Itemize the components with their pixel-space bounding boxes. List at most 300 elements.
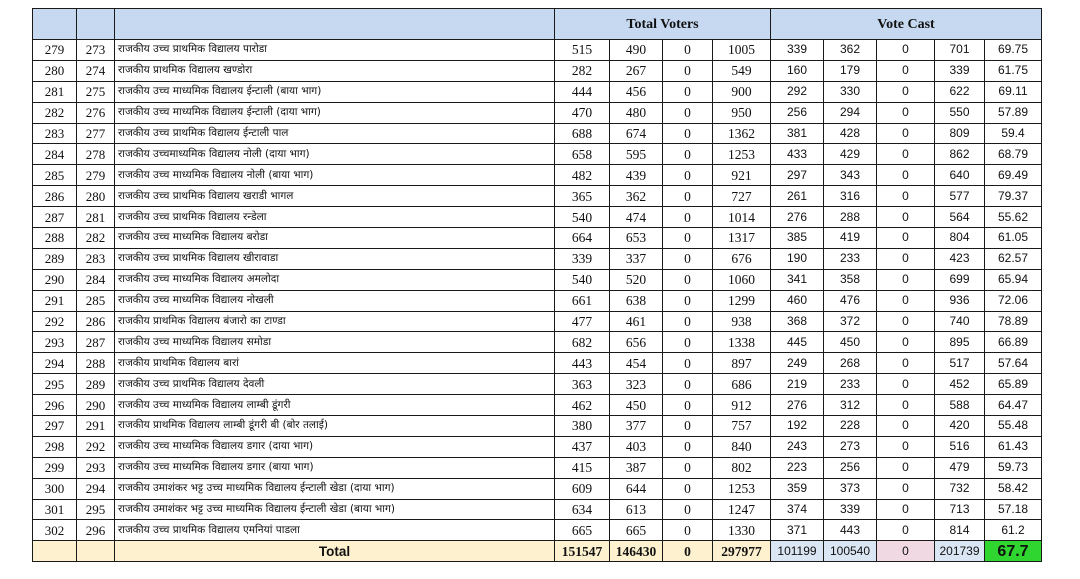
total-female-cell: 474 <box>610 207 663 228</box>
booth-no-cell: 287 <box>77 332 115 353</box>
table-row <box>33 353 1042 374</box>
booth-name-cell: राजकीय प्राथमिक विद्यालय बंजारो का टाण्डा <box>115 311 555 332</box>
total-male-cell: 515 <box>555 40 610 61</box>
total-voters-cell: 900 <box>713 81 771 102</box>
booth-no-cell: 286 <box>77 311 115 332</box>
cast-female-cell: 343 <box>824 165 877 186</box>
serial-cell: 293 <box>33 332 77 353</box>
cast-female-cell: 428 <box>824 123 877 144</box>
total-male-cell: 661 <box>555 290 610 311</box>
table-row <box>33 416 1042 437</box>
booth-no-cell: 294 <box>77 478 115 499</box>
cast-other-cell: 0 <box>877 269 935 290</box>
total-voters-cell: 912 <box>713 395 771 416</box>
cast-other-cell: 0 <box>877 457 935 478</box>
total-voters-cell: 1330 <box>713 520 771 541</box>
cast-total-cell: 423 <box>935 248 985 269</box>
total-female-cell: 461 <box>610 311 663 332</box>
total-female-cell: 665 <box>610 520 663 541</box>
booth-name-cell: राजकीय उच्च माध्यमिक विद्यालय बरोडा <box>115 228 555 249</box>
cast-female-cell: 312 <box>824 395 877 416</box>
total-other-cell: 0 <box>663 478 713 499</box>
total-male-cell: 380 <box>555 416 610 437</box>
booth-no-cell: 274 <box>77 60 115 81</box>
serial-cell: 295 <box>33 374 77 395</box>
total-other-cell: 0 <box>663 374 713 395</box>
cast-other-cell: 0 <box>877 123 935 144</box>
total-voters-cell: 1362 <box>713 123 771 144</box>
cast-other-cell: 0 <box>877 416 935 437</box>
cast-female-cell: 268 <box>824 353 877 374</box>
cast-total-cell: 862 <box>935 144 985 165</box>
cast-other-cell: 0 <box>877 478 935 499</box>
total-female-cell: 644 <box>610 478 663 499</box>
total-other-cell: 0 <box>663 123 713 144</box>
total-other-cell: 0 <box>663 207 713 228</box>
cast-female-cell: 294 <box>824 102 877 123</box>
total-other-cell: 0 <box>663 395 713 416</box>
total-voters-cell: 840 <box>713 436 771 457</box>
booth-no-cell: 288 <box>77 353 115 374</box>
cast-female-cell: 339 <box>824 499 877 520</box>
cast-male-cell: 276 <box>771 207 824 228</box>
total-voters-cell: 1299 <box>713 290 771 311</box>
total-other-cell: 0 <box>663 269 713 290</box>
cast-total-cell: 936 <box>935 290 985 311</box>
cast-total-cell: 452 <box>935 374 985 395</box>
cast-female-cell: 358 <box>824 269 877 290</box>
serial-cell: 292 <box>33 311 77 332</box>
booth-name-cell: राजकीय प्राथमिक विद्यालय बारां <box>115 353 555 374</box>
serial-cell: 300 <box>33 478 77 499</box>
total-male-cell: 665 <box>555 520 610 541</box>
total-female-cell: 490 <box>610 40 663 61</box>
total-male-cell: 365 <box>555 186 610 207</box>
total-female-sum: 146430 <box>610 541 663 562</box>
total-other-cell: 0 <box>663 165 713 186</box>
total-female-cell: 595 <box>610 144 663 165</box>
turnout-percent-cell: 72.06 <box>985 290 1042 311</box>
booth-no-cell: 280 <box>77 186 115 207</box>
total-female-cell: 403 <box>610 436 663 457</box>
booth-no-cell: 293 <box>77 457 115 478</box>
cast-total-cell: 517 <box>935 353 985 374</box>
booth-no-cell: 277 <box>77 123 115 144</box>
booth-no-cell: 283 <box>77 248 115 269</box>
booth-no-cell: 282 <box>77 228 115 249</box>
serial-cell: 283 <box>33 123 77 144</box>
total-voters-cell: 1247 <box>713 499 771 520</box>
turnout-percent-cell: 79.37 <box>985 186 1042 207</box>
cast-other-cell: 0 <box>877 60 935 81</box>
booth-name-cell: राजकीय उच्च प्राथमिक विद्यालय खराडी भागल <box>115 186 555 207</box>
total-voters-header: Total Voters <box>555 9 771 40</box>
table-row <box>33 248 1042 269</box>
table-row <box>33 395 1042 416</box>
cast-male-cell: 223 <box>771 457 824 478</box>
cast-other-cell: 0 <box>877 395 935 416</box>
booth-name-cell: राजकीय उच्च माध्यमिक विद्यालय नोखली <box>115 290 555 311</box>
cast-male-cell: 385 <box>771 228 824 249</box>
cast-male-cell: 160 <box>771 60 824 81</box>
total-male-cell: 634 <box>555 499 610 520</box>
total-label: Total <box>115 541 555 562</box>
table-row <box>33 123 1042 144</box>
turnout-percent-cell: 57.64 <box>985 353 1042 374</box>
cast-male-cell: 256 <box>771 102 824 123</box>
booth-no-cell: 281 <box>77 207 115 228</box>
booth-no-cell: 291 <box>77 416 115 437</box>
turnout-percent-cell: 57.89 <box>985 102 1042 123</box>
total-voters-cell: 757 <box>713 416 771 437</box>
total-female-cell: 323 <box>610 374 663 395</box>
serial-cell: 281 <box>33 81 77 102</box>
serial-cell: 296 <box>33 395 77 416</box>
turnout-percent-cell: 65.94 <box>985 269 1042 290</box>
cast-female-cell: 330 <box>824 81 877 102</box>
cast-male-cell: 276 <box>771 395 824 416</box>
total-other-cell: 0 <box>663 186 713 207</box>
serial-cell: 301 <box>33 499 77 520</box>
table-row <box>33 60 1042 81</box>
cast-male-cell: 445 <box>771 332 824 353</box>
serial-cell: 280 <box>33 60 77 81</box>
turnout-percent-cell: 69.75 <box>985 40 1042 61</box>
cast-female-cell: 179 <box>824 60 877 81</box>
total-male-cell: 688 <box>555 123 610 144</box>
cast-other-cell: 0 <box>877 144 935 165</box>
cast-total-cell: 895 <box>935 332 985 353</box>
turnout-percent-cell: 59.4 <box>985 123 1042 144</box>
cast-male-cell: 339 <box>771 40 824 61</box>
booth-no-cell: 289 <box>77 374 115 395</box>
booth-no-cell: 285 <box>77 290 115 311</box>
turnout-percent-cell: 55.62 <box>985 207 1042 228</box>
total-other-cell: 0 <box>663 248 713 269</box>
cast-total-cell: 420 <box>935 416 985 437</box>
total-female-cell: 267 <box>610 60 663 81</box>
total-female-cell: 653 <box>610 228 663 249</box>
total-other-cell: 0 <box>663 290 713 311</box>
total-female-cell: 480 <box>610 102 663 123</box>
booth-no-cell: 295 <box>77 499 115 520</box>
total-male-cell: 658 <box>555 144 610 165</box>
cast-male-cell: 190 <box>771 248 824 269</box>
total-other-cell: 0 <box>663 81 713 102</box>
total-female-cell: 454 <box>610 353 663 374</box>
turnout-percent-cell: 65.89 <box>985 374 1042 395</box>
total-female-cell: 638 <box>610 290 663 311</box>
booth-name-cell: राजकीय प्राथमिक विद्यालय खण्डोरा <box>115 60 555 81</box>
table-row <box>33 207 1042 228</box>
cast-total-cell: 804 <box>935 228 985 249</box>
serial-cell: 294 <box>33 353 77 374</box>
booth-name-cell: राजकीय प्राथमिक विद्यालय लाम्बी डूंगरी बी (बोर तलाई) <box>115 416 555 437</box>
header-row <box>33 9 1042 40</box>
cast-female-cell: 288 <box>824 207 877 228</box>
total-male-cell: 682 <box>555 332 610 353</box>
booth-name-cell: राजकीय उच्च माध्यमिक विद्यालय अमलोदा <box>115 269 555 290</box>
table-row <box>33 102 1042 123</box>
cast-female-cell: 256 <box>824 457 877 478</box>
total-other-cell: 0 <box>663 499 713 520</box>
cast-other-cell: 0 <box>877 520 935 541</box>
total-male-cell: 415 <box>555 457 610 478</box>
turnout-percent-cell: 62.57 <box>985 248 1042 269</box>
cast-female-cell: 443 <box>824 520 877 541</box>
total-other-cell: 0 <box>663 60 713 81</box>
cast-male-cell: 368 <box>771 311 824 332</box>
turnout-percent-cell: 69.49 <box>985 165 1042 186</box>
serial-cell: 299 <box>33 457 77 478</box>
total-male-cell: 462 <box>555 395 610 416</box>
cast-other-cell: 0 <box>877 228 935 249</box>
booth-no-cell: 275 <box>77 81 115 102</box>
cast-other-cell: 0 <box>877 81 935 102</box>
cast-total-cell: 479 <box>935 457 985 478</box>
total-male-cell: 339 <box>555 248 610 269</box>
total-other-cell: 0 <box>663 102 713 123</box>
total-female-cell: 362 <box>610 186 663 207</box>
serial-cell: 289 <box>33 248 77 269</box>
table-row <box>33 228 1042 249</box>
booth-name-cell: राजकीय उच्च माध्यमिक विद्यालय ईन्टाली (बाया भाग) <box>115 81 555 102</box>
serial-cell: 297 <box>33 416 77 437</box>
booth-no-cell: 292 <box>77 436 115 457</box>
total-other-cell: 0 <box>663 416 713 437</box>
booth-name-cell: राजकीय उच्च माध्यमिक विद्यालय ईन्टाली (दाया भाग) <box>115 102 555 123</box>
turnout-percent-cell: 58.42 <box>985 478 1042 499</box>
booth-name-cell: राजकीय उच्च प्राथमिक विद्यालय खीरावाडा <box>115 248 555 269</box>
turnout-percent-cell: 61.05 <box>985 228 1042 249</box>
table-row <box>33 436 1042 457</box>
total-other-cell: 0 <box>663 40 713 61</box>
turnout-percent-cell: 61.75 <box>985 60 1042 81</box>
table-row <box>33 186 1042 207</box>
total-voters-cell: 950 <box>713 102 771 123</box>
total-other-cell: 0 <box>663 457 713 478</box>
cast-male-cell: 460 <box>771 290 824 311</box>
total-male-cell: 437 <box>555 436 610 457</box>
booth-no-cell: 278 <box>77 144 115 165</box>
total-other-cell: 0 <box>663 353 713 374</box>
total-female-cell: 674 <box>610 123 663 144</box>
total-male-cell: 540 <box>555 269 610 290</box>
cast-female-cell: 419 <box>824 228 877 249</box>
total-other-cell: 0 <box>663 436 713 457</box>
serial-cell: 279 <box>33 40 77 61</box>
total-male-cell: 477 <box>555 311 610 332</box>
cast-total-cell: 809 <box>935 123 985 144</box>
total-male-cell: 282 <box>555 60 610 81</box>
total-male-cell: 664 <box>555 228 610 249</box>
total-female-cell: 456 <box>610 81 663 102</box>
cast-female-cell: 373 <box>824 478 877 499</box>
booth-no-cell: 279 <box>77 165 115 186</box>
total-female-cell: 387 <box>610 457 663 478</box>
total-row <box>33 541 1042 562</box>
total-voters-cell: 1253 <box>713 478 771 499</box>
booth-name-cell: राजकीय उच्च प्राथमिक विद्यालय पारोडा <box>115 40 555 61</box>
booth-name-cell: राजकीय उच्च माध्यमिक विद्यालय लाम्बी डूंगरी <box>115 395 555 416</box>
cast-other-cell: 0 <box>877 353 935 374</box>
total-voters-sum: 297977 <box>713 541 771 562</box>
booth-no-cell: 273 <box>77 40 115 61</box>
turnout-percent-cell: 61.43 <box>985 436 1042 457</box>
cast-female-cell: 228 <box>824 416 877 437</box>
total-female-cell: 337 <box>610 248 663 269</box>
cast-other-cell: 0 <box>877 40 935 61</box>
cast-other-cell: 0 <box>877 165 935 186</box>
serial-cell: 284 <box>33 144 77 165</box>
total-voters-cell: 1253 <box>713 144 771 165</box>
serial-cell: 298 <box>33 436 77 457</box>
booth-no-cell: 296 <box>77 520 115 541</box>
cast-female-cell: 372 <box>824 311 877 332</box>
booth-name-cell: राजकीय उच्च प्राथमिक विद्यालय एमनियां पाडला <box>115 520 555 541</box>
polling-booth-results-table <box>32 8 1042 562</box>
total-female-cell: 439 <box>610 165 663 186</box>
booth-no-cell: 276 <box>77 102 115 123</box>
booth-no-cell: 284 <box>77 269 115 290</box>
cast-total-cell: 713 <box>935 499 985 520</box>
booth-no-cell: 290 <box>77 395 115 416</box>
table-row <box>33 332 1042 353</box>
turnout-percent-cell: 61.2 <box>985 520 1042 541</box>
cast-female-cell: 233 <box>824 248 877 269</box>
booth-name-cell: राजकीय उच्च माध्यमिक विद्यालय डगार (दाया भाग) <box>115 436 555 457</box>
booth-name-cell: राजकीय उमाशंकर भट्ट उच्च माध्यमिक विद्यालय ईन्टाली खेडा (बाया भाग) <box>115 499 555 520</box>
total-voters-cell: 921 <box>713 165 771 186</box>
cast-other-cell: 0 <box>877 374 935 395</box>
total-other-cell: 0 <box>663 311 713 332</box>
cast-female-cell: 273 <box>824 436 877 457</box>
total-male-cell: 482 <box>555 165 610 186</box>
header-serial-cell <box>33 9 77 40</box>
booth-name-cell: राजकीय उच्च माध्यमिक विद्यालय समोडा <box>115 332 555 353</box>
cast-other-cell: 0 <box>877 436 935 457</box>
total-other-sum: 0 <box>663 541 713 562</box>
total-other-cell: 0 <box>663 332 713 353</box>
table-row <box>33 165 1042 186</box>
cast-total-cell: 577 <box>935 186 985 207</box>
cast-male-cell: 433 <box>771 144 824 165</box>
booth-name-cell: राजकीय उच्च प्राथमिक विद्यालय देवली <box>115 374 555 395</box>
cast-female-cell: 429 <box>824 144 877 165</box>
turnout-percent-cell: 69.11 <box>985 81 1042 102</box>
total-voters-cell: 1338 <box>713 332 771 353</box>
total-empty-cell <box>77 541 115 562</box>
cast-total-cell: 732 <box>935 478 985 499</box>
total-voters-cell: 897 <box>713 353 771 374</box>
cast-total-cell: 740 <box>935 311 985 332</box>
header-booth-cell <box>77 9 115 40</box>
total-male-cell: 363 <box>555 374 610 395</box>
cast-male-sum: 101199 <box>771 541 824 562</box>
cast-male-cell: 341 <box>771 269 824 290</box>
total-voters-cell: 1060 <box>713 269 771 290</box>
cast-other-cell: 0 <box>877 499 935 520</box>
total-male-cell: 444 <box>555 81 610 102</box>
total-female-cell: 520 <box>610 269 663 290</box>
cast-male-cell: 359 <box>771 478 824 499</box>
cast-male-cell: 292 <box>771 81 824 102</box>
cast-total-cell: 701 <box>935 40 985 61</box>
total-voters-cell: 1005 <box>713 40 771 61</box>
total-female-cell: 377 <box>610 416 663 437</box>
total-male-cell: 540 <box>555 207 610 228</box>
cast-total-cell: 550 <box>935 102 985 123</box>
cast-total-cell: 622 <box>935 81 985 102</box>
total-female-cell: 613 <box>610 499 663 520</box>
cast-female-cell: 450 <box>824 332 877 353</box>
total-female-cell: 450 <box>610 395 663 416</box>
total-voters-cell: 1014 <box>713 207 771 228</box>
total-voters-cell: 549 <box>713 60 771 81</box>
header-name-cell <box>115 9 555 40</box>
total-voters-cell: 938 <box>713 311 771 332</box>
total-voters-cell: 686 <box>713 374 771 395</box>
turnout-percent-cell: 59.73 <box>985 457 1042 478</box>
cast-male-cell: 192 <box>771 416 824 437</box>
total-male-cell: 443 <box>555 353 610 374</box>
cast-male-cell: 243 <box>771 436 824 457</box>
total-other-cell: 0 <box>663 228 713 249</box>
cast-male-cell: 261 <box>771 186 824 207</box>
serial-cell: 282 <box>33 102 77 123</box>
cast-other-cell: 0 <box>877 311 935 332</box>
total-voters-cell: 676 <box>713 248 771 269</box>
cast-total-cell: 699 <box>935 269 985 290</box>
table-row <box>33 269 1042 290</box>
turnout-percent-cell: 55.48 <box>985 416 1042 437</box>
total-voters-cell: 1317 <box>713 228 771 249</box>
cast-total-cell: 814 <box>935 520 985 541</box>
turnout-percent-cell: 57.18 <box>985 499 1042 520</box>
cast-female-sum: 100540 <box>824 541 877 562</box>
booth-name-cell: राजकीय उच्चमाध्यमिक विद्यालय नोली (दाया भाग) <box>115 144 555 165</box>
turnout-percent-cell: 78.89 <box>985 311 1042 332</box>
cast-other-cell: 0 <box>877 186 935 207</box>
serial-cell: 287 <box>33 207 77 228</box>
serial-cell: 291 <box>33 290 77 311</box>
booth-name-cell: राजकीय उच्च माध्यमिक विद्यालय नोली (बाया भाग) <box>115 165 555 186</box>
serial-cell: 288 <box>33 228 77 249</box>
cast-female-cell: 233 <box>824 374 877 395</box>
vote-cast-header: Vote Cast <box>771 9 1042 40</box>
table-row <box>33 478 1042 499</box>
cast-male-cell: 219 <box>771 374 824 395</box>
cast-male-cell: 249 <box>771 353 824 374</box>
turnout-percent-cell: 64.47 <box>985 395 1042 416</box>
cast-male-cell: 374 <box>771 499 824 520</box>
booth-name-cell: राजकीय उमाशंकर भट्ट उच्च माध्यमिक विद्यालय ईन्टाली खेडा (दाया भाग) <box>115 478 555 499</box>
booth-name-cell: राजकीय उच्च प्राथमिक विद्यालय ईन्टाली पाल <box>115 123 555 144</box>
table-row <box>33 81 1042 102</box>
cast-male-cell: 381 <box>771 123 824 144</box>
turnout-percent-cell: 66.89 <box>985 332 1042 353</box>
cast-female-cell: 476 <box>824 290 877 311</box>
overall-turnout-percent: 67.7 <box>985 541 1042 562</box>
booth-name-cell: राजकीय उच्च प्राथमिक विद्यालय रन्डेला <box>115 207 555 228</box>
cast-other-cell: 0 <box>877 290 935 311</box>
cast-other-cell: 0 <box>877 102 935 123</box>
cast-other-cell: 0 <box>877 248 935 269</box>
cast-total-cell: 564 <box>935 207 985 228</box>
table-row <box>33 40 1042 61</box>
serial-cell: 286 <box>33 186 77 207</box>
total-male-cell: 470 <box>555 102 610 123</box>
